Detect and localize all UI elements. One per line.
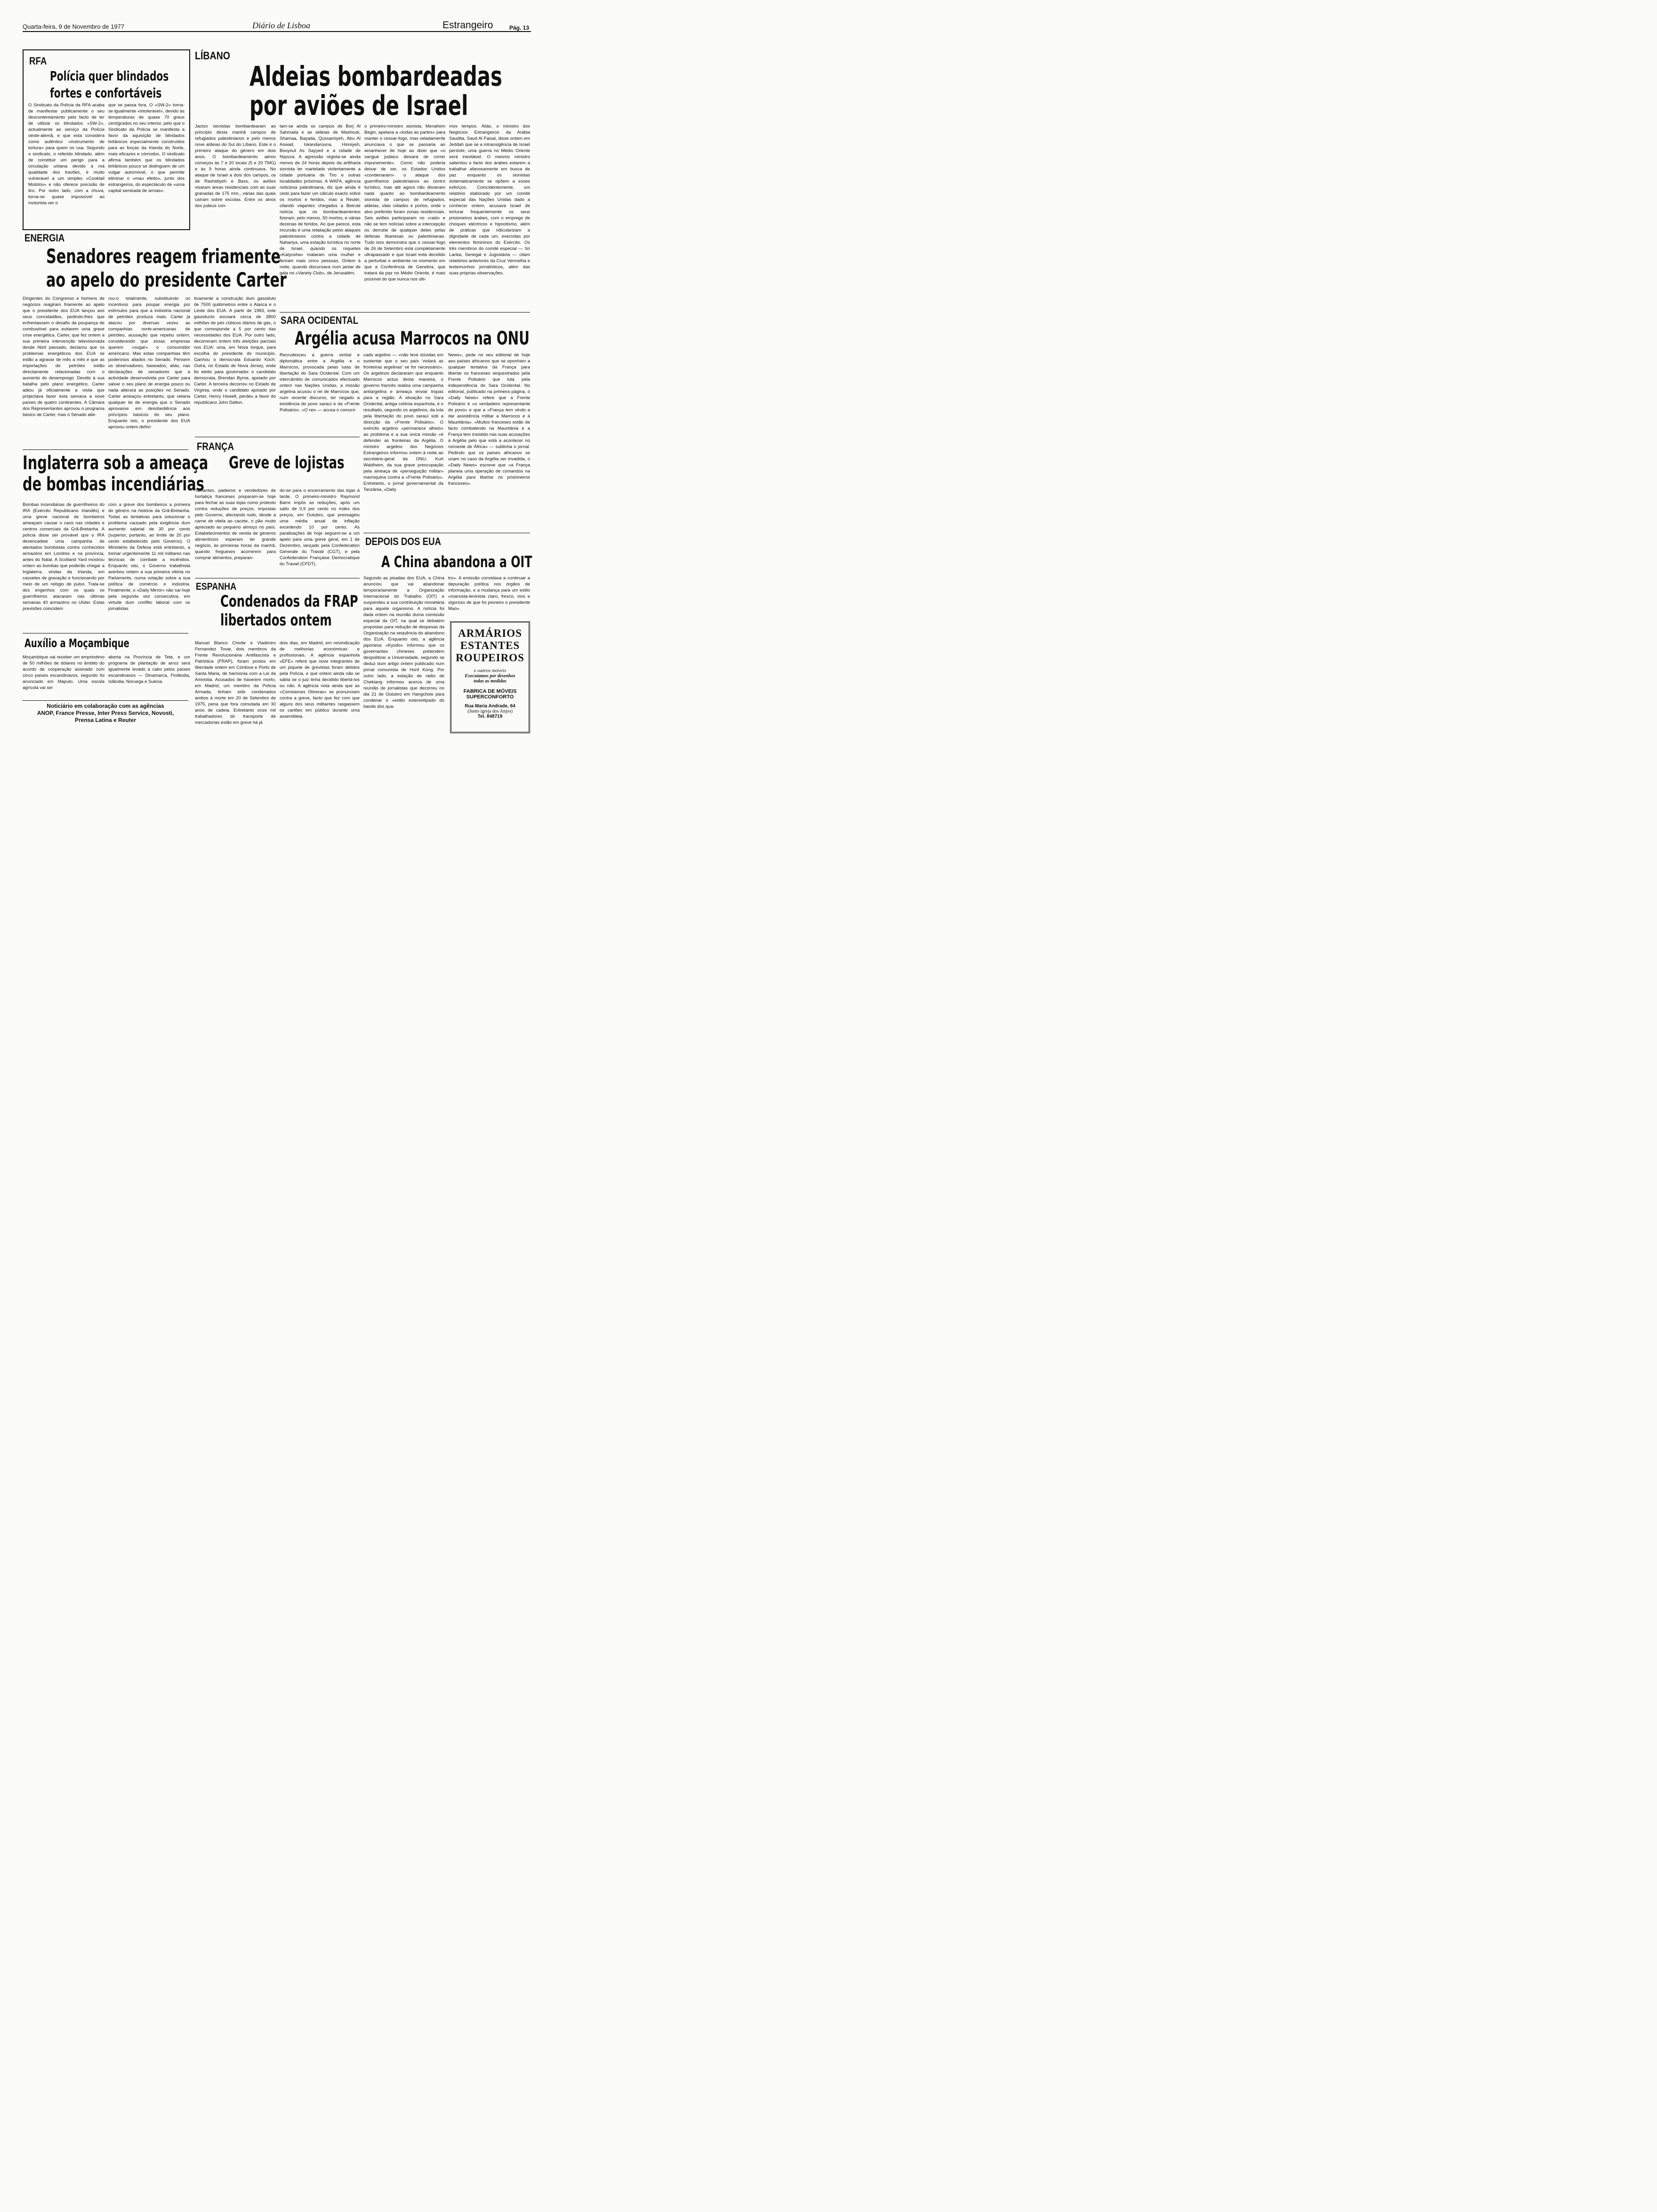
china-column-1: Segundo as pisadas dos EUA, a China anunciou que vai abandonar temporariamente a Organização Internacional do Trabalho (OIT) e suspendeu a sua contribuição monetária para aquele organismo. A notícia foi dada ontem na reunião duma comissão especial da OIT, na qual se debatem propostas para redução de despesas da Organização na sequência do abandono dos EUA. Enquanto isto, a agência japonesa «Kyodo» informou que os governantes chineses pretendem despolitizar a Universidade, segundo se deduz dum artigo ontem publicado num jornal comunista de Honf Kong. Por outro lado, a estação de rádio de Chekiang informou acerca de uma reunião de jornalistas que decorreu no dia 21 de Outubro em Hangchow para condenar o «estilo estereotipado do bando dos qua- (363, 576, 444, 709)
china-kicker: DEPOIS DOS EUA (365, 536, 442, 547)
ad-line-roupeiros: ROUPEIROS (456, 652, 524, 664)
ad-line-address: Rua Maria Andrade, 64 (465, 704, 515, 709)
libano-kicker: LÍBANO (195, 49, 230, 62)
newspaper-name: Diário de Lisboa (252, 21, 311, 30)
espanha-column-1: Manuel Blanco Chivite e Vladimiro Fernandez Tovar, dois membros da Frente Revolucionária Antifascista e Patriótica (FRAP), foram postos em liberdade ontem em Córdova e Porto de Santa Maria, de harmonia com a Lei da Amnistia. Acusados de haverem morto, em Madrid, um membro da Polícia Armada, tinham sido condenados ambos à morte em 20 de Setembro de 1975, pena que fora comutada em 30 anos de cadeia. Entretanto onze mil trabalhadores do transporte de mercadorias estão em greve há já (195, 641, 276, 725)
ad-line-medidas: todas as medidas (474, 679, 507, 684)
inglaterra-headline-line-2: de bombas incendiárias (23, 473, 204, 495)
agencies-line-2: ANOP, France Presse, Inter Press Service, Novosti, (37, 710, 174, 716)
masthead-rule (23, 31, 531, 32)
ad-line-outros-moveis: e outros móveis (474, 668, 507, 673)
energia-kicker: ENERGIA (24, 232, 65, 244)
franca-kicker: FRANÇA (197, 441, 234, 452)
libano-column-1: Jactos sionistas bombardearam ao princípio desta manhã campos de refugiados palestinianos e pelo menos nove aldeias do Sul do Líbano. Este é o primeiro ataque do género em dois anos. O bombardeamento aéreo começou às 7 e 20 locais (5 e 20 TMG) e às 9 horas ainda continuava. No ataque de Israel a dois dos campos, os de Rashidiyeh e Bass, os aviões visaram áreas residenciais com as suas granadas de 175 mm., várias das quais caíram sobre escolas. Entre os alvos dos judeus con- (195, 124, 276, 208)
ad-line-phone: Tel. 848719 (477, 714, 503, 719)
energia-headline-line-1: Senadores reagem friamente (46, 245, 281, 268)
franca-column-1: Talhantes, padeiros e vendedores de hortaliça franceses preparam-se hoje para fechar as suas lojas como protesto contra reduções de preços, impostas pelo Governo, afectando tudo, desde a carne de vitela ao cacete, o pão muito apreciado ao pequeno almoço no país. Estabelecimentos de venda de géneros alimentícios esperam ter grande negócio, às primeiras horas da manhã, quando fregueses acorrerem para comprar alimentos, preparan- (195, 488, 276, 561)
sara-kicker: SARA OCIDENTAL (281, 314, 359, 326)
inglaterra-top-rule (23, 449, 188, 450)
energia-headline-line-2: ao apelo do presidente Carter (46, 268, 287, 291)
franca-column-2: do-se para o encerramento das lojas à tarde. O primeiro-ministro Raymond Barre impôs as reduções, após um salto de 0,9 por cento no índex dos preços, em Outubro, que pressagiou uma média anual de inflação excedendo 10 por cento. As paralisações de hoje seguem-se a um apelo para uma greve geral, em 1 de Dezembro, lançado pela Confederation Generale du Travail (CGT), e pela Confederation Française Democratique du Travail (CFDT). (280, 488, 360, 567)
china-column-2: tro». A emissão convidava a continuar a depuração política nos órgãos de informação, e a mudança para um estilo «marxista-leninista claro, fresco, vivo e vigoroso de que foi pioneiro o presidente Mao». (448, 576, 530, 611)
libano-headline-line-1: Aldeias bombardeadas (249, 60, 502, 92)
rfa-column-2: que se passa fora. O «SW-2» torna-se igualmente «intolerável», devido às temperaturas de quase 70 graus centígrados no seu interior, pelo que o Sindicato da Polícia se manifesta a favor da aquisição de blindados britânicos especialmente construídos para as forças da Irlanda do Norte, mais eficazes e cómodos. O sindicato afirma também que os blindados britânicos pouco se distinguem de um vulgar automóvel, o que permite eliminar o «mau efeito», junto dos estrangeiros, do espectáculo de «uma capital semeada de armas». (108, 103, 185, 193)
issue-date: Quarta-feira, 9 de Novembro de 1977 (23, 23, 125, 30)
ad-line-desenhos: Executamos por desenhos (465, 673, 515, 679)
ad-line-superconforto: SUPERCONFORTO (466, 694, 514, 700)
mocambique-column-1: Moçambique vai receber um empréstimo de 50 milhões de dólares no âmbito do acordo de cooperação assinado com cinco países escandinavos, segundo foi anunciado em Maputo. Uma escola agrícola vai ser (23, 655, 105, 690)
rfa-headline-line-1: Polícia quer blindados (50, 68, 169, 84)
inglaterra-column-2: com a greve dos bombeiros a primeira do género na história da Grã-Bretanha. Todas as tentativas para solucionar o problema causado pela exigência dum aumento salarial de 30 por cento (superior, portanto, ao limite de 20 por cento estabelecido pelo Governo). O Ministério da Defesa está entretanto, a treinar urgentemente 11 mil militares nas técnicas de combate a incêndios. Enquanto isto, o Governo trabalhista averbou ontem a sua primeira vitória no Parlamento, numa votação sobre a sua política de comércio e indústria. Finalmente, o «Daily Mirror» não sai hoje pela segunda vez consecutiva, em virtude dum conflito laboral com os jornalistas (108, 502, 190, 611)
ad-line-armarios: ARMÁRIOS (458, 627, 522, 639)
energia-column-2: rou-o totalmente, substituindo os incentivos para poupar energia por estímulos para que a indústria nacional de petróleo produza mais. Carter já atacou por diversas vezes as companhias norte-americanas de petróleo, acusação que repetiu ontem, considerando que essas empresas querem «sugar» o consumidor americano. Mas estas companhias têm poderosos aliados no Senado. Pensem os observadores, baseados, aliás, nas declarações de senadores que a actividade desenvolvida por Carter para salvar o seu plano de energia pouco ou nada alterará as posições no Senado. Carter ameaçou entretanto, que vetaria qualquer lei de energia que o Senado aprovasse em desobediência aos princípios básicos do seu plano. Enquanto isto, o presidente dos EUA aprovou ontem definí- (108, 296, 190, 430)
agencies-line-3: Prensa Latina e Reuter (74, 717, 137, 723)
mocambique-column-2: aberta na Província de Tete, e um programa de plantação de arroz será igualmente levado a cabo pelos países escandinavos — Dinamarca, Finlândia, Islândia, Noruega e Suécia. (108, 655, 190, 684)
china-headline: A China abandona a OIT (381, 553, 532, 571)
sara-column-1: Recrudesceu a guerra verbal e diplomática entre a Argélia e o Marrocos, provocada pelas lutas de libertação do Sara Ocidental. Com um intercâmbio de comunicados efectuado ontem nas Nações Unidas, a missão argelina acusou o rei de Marrocos que, num recente discurso, ter negado a existência do povo sarauí e da «Frente Polisário». «O rei» — acusa o comuni- (280, 353, 360, 413)
inglaterra-column-1: Bombas incendiárias de guerrilheiros do IRA (Exército Republicano Irlandês) e uma greve nacional de bombeiros ameaçam causar o caos nas cidades e centros comerciais da Grã-Bretanha. A polícia disse ser provável que o IRA desencadeie uma campanha de atentados bombistas contra conhecidos armazéns em Londres e na província, antes do Natal. A Scotland Yard mostrou ontem as bombas que poderão chegar a Inglaterra, vindas da Irlanda, em cassetes de gravação e funcionando por meio de um relógio de pulso. Trata-se dos engenhos com os quais os guerrilheiros atacaram nas últimas semanas 40 armazéns no Ulster. Estas previsões coincidem (23, 502, 105, 611)
rfa-article-box (23, 49, 190, 230)
espanha-headline-line-1: Condenados da FRAP (220, 592, 358, 611)
page-number: Pág. 13 (509, 24, 530, 31)
sara-headline: Argélia acusa Marrocos na ONU (295, 328, 530, 349)
espanha-column-2: dois dias, em Madrid, em reivindicação de melhorias económicas e profissionais. A agência espanhola «EFE» refere que nove integrantes de um piquete de grevistas foram detidos pela Polícia, e que ontem ainda não se sabia se o juiz tinha decidido libertá-los ou não. A agência nota ainda que as «Comisiones Obreras» se pronunciam contra a greve, facto que fez com que alguns dos seus militantes rasgassem os cartões em público durante uma assembleia. (280, 641, 360, 719)
inglaterra-headline-line-1: Inglaterra sob a ameaça (23, 452, 209, 474)
furniture-advertisement (450, 621, 530, 733)
sara-top-rule (280, 312, 530, 313)
libano-column-3: o primeiro-ministro sionista, Menahem Begin, apelava a «todas as partes» para manter o cessar-fogo, mas veladamente anunciava o que se passaria ao amanhecer de hoje ao dizer que «o sangue judaico deixará de correr impunemente». Como não poderia deixar de ser, os Estados Unidos «condenaram» o ataque dos guerrilheiros palestinianos ao centro turístico, mas até agora não disseram nada quanto ao bombardeamento sionista de campos de refugiados, aldeias, vilas cidades e portos, onde o alvo preferido foram zonas residenciais. Seis aviões participaram no «raid» e não se tem notícias sobre a intercepção ou derrube de qualquer deles pelas defesas libanesas ou palestinianas. Tudo isso demonstra que o cessar-fogo de 26 de Setembro está completamente ultrapassado e que Israel está decidido a perturbar o ambiente no momento em que a Conferência de Genebra, que tratará da paz no Médio Oriente, é mais possível do que nunca nos últi- (364, 124, 445, 282)
agencies-line-1: Noticiário em colaboração com as agências (47, 703, 164, 709)
ad-line-fabrica: FABRICA DE MÓVEIS (463, 689, 517, 694)
sara-column-3: News», pede no seu editorial de hoje aos países africanos que se oponham a qualquer tentativa da França para libertar os franceses sequestrados pela Frente Polisário que luta pela independência do Sara Ocidental. No editorial, publicado na primeira página, o «Daily News» refere que a Frente Polisário é «o verdadeiro representante do povo» e que a «França tem vindo a dar assistência militar a Marrocos e à Mauritânia». «Muitos franceses estão de facto combatendo na Mauritânia e a França tem insistido nas suas acusações à Argélia pelo que está a acontecer no noroeste de África» — sublinha o jornal. Pedindo que os países africanos se unam no caso da Argélia ser invadida, o «Daily News» escreve que «a França planeia uma operação de comandos na Argélia para libertar os prisioneiros franceses». (448, 353, 530, 486)
mocambique-headline: Auxílio a Moçambique (24, 636, 129, 650)
energia-column-3: tivamente a construção dum gasoduto de 7500 quilómetros entre o Alasca e o Leste dos EUA. A partir de 1983, este gasoducto escoará cerca de 3800 milhões de pés cúbicos diários de gás, o que corresponde a 5 por cento das necessidades dos EUA. Por outro lado, decorreram ontem três eleições parciais nos EUA: uma, em Nova Iorque, para escolha do presidente do município. Ganhou o democrata Eduardo Koch. Outra, no Estado de Nova Jersey, onde foi eleito para governador o candidato democrata, Brendan Byrne, apoiado por Carter. A terceira decorreu no Estado de Virgínia, onde o candidato apoiado por Carter, Henry Howell, perdeu a favor do republicano John Dalton. (194, 296, 276, 405)
energia-column-1: Dirigentes do Congresso e homens de negócios reagiram friamente ao apelo que o presidente dos EUA lançou aos seus concidadãos, pedindo-lhes que enfrentassem o desafio da poupança de combustível para evitarem uma grave crise energética. Carter, que fez ontem a sua primeira intervenção televisionada desde Abril passado, declarou que os problemas energéticos dos EUA se estão a agravar de mês a mês e que as importações de petróleo estão directamente relacionadas com o aumento do desemprego. Devido à sua batalha pelo plano energético, Carter adiou já oficialmente a visita que projectava fazer esta semana a nove países de quatro continentes. A Câmara dos Representantes aprovou o programa básico de Carter, mas o Senado alte- (23, 296, 105, 417)
rfa-kicker: RFA (29, 55, 47, 67)
espanha-kicker: ESPANHA (196, 581, 236, 592)
agencies-top-rule (23, 700, 188, 701)
libano-column-4: mos tempos. Aliás, o ministro dos Negócios Estrangeiros da Arábia Saudita, Saud Al Faisal, disse ontem em Jeddah que se a intransigência de Israel persistir, uma guerra no Médio Oriente será inevitável. O mesmo ministro salientou o facto dos árabes estarem a trabalhar afanosamente em busca de paz enquanto os sionistas sistematicamente se opõem a esses esforços. Coincidentemente, um relatório elaborado por um comité especial das Nações Unidas dado a conhecer ontem, acusava Israel de torturar frequentemente os seus prisioneiros árabes, com o emprego de choques eléctricos e hipnotismo, além de práticas que ridicularizam a dignidade de cada um, exercidas por elementos femininos do Exército. Os três membros do comité especial — Sri Lanka, Senegal e Jugoslávia — citam relatórios anteriores da Cruz Vermelha e testemunhos jornalísticos, além das suas próprias observações. (449, 124, 530, 276)
ad-line-landmark: (Junto igreja dos Anjos) (467, 709, 513, 714)
libano-column-2: tam-se ainda os campos de Borj Al Sahmalia e as aldeias de Mashouk, Shamaa, Bayada, Qussamiyeh, Abu Al Aswad, Iskandarouna, Hinniyeh, Bouyout As Sayyed e a cidade de Nqoura. A agressão regista-se ainda menos de 24 horas depois da artilharia sionista ter martelado violentamente a cidade portuária de Tiro e outras localidades próximas. A WAFA, agência noticiosa palestiniana, diz que ainda é cedo para fazer um cálculo exacto sobre os mortos e feridos, mas a Reuter, citando viajantes chegados a Beirute notícia que os bombardeamentos fizeram, pelo menos, 50 mortos, e várias dezenas de feridos. Ao que parece, esta incursão é uma retaliação pelos ataques palestinianos contra a cidade de Nahariya, uma estação turística no norte de Israel, quando os roquetes «Katyusha» mataram uma mulher e feriram mais cinco pessoas. Ontem à noite, quando discursava num jantar de gala no «Variety Club», de Jerusalém, (280, 124, 361, 276)
agencies-note (23, 703, 188, 724)
franca-headline: Greve de lojistas (229, 453, 345, 473)
rfa-column-1: O Sindicato da Polícia da RFA acaba de manifestar publicamente o seu descontentamento pelo facto de ter de utilizar os blindados «SW-2», actualmente ao serviço da Polícia oeste-alemã, e que esta considera como autêntico «instrumento de tortura» para quem os usa. Segundo o sindicato, o referido blindado, além de constituir um perigo para a circulação urbana devido à má qualidade dos travões, é muito vulnerável a um simples «Cooktail Molotov» e não oferece precisão de tiro. Por outro lado, com a chuva, torna-se quase impossível ao motorista ver o (28, 103, 105, 206)
section-name: Estrangeiro (442, 20, 493, 31)
espanha-headline-line-2: libertados ontem (220, 611, 332, 630)
sara-column-2: cado argelino — «não teve dúvidas em sustentar que o seu país 'violará as fronteiras argelinas' se for necessário». Os argelinos declararam que enquanto Marrocos actua desta maneira, o governo francês realiza uma campanha antiargelina e ameaça enviar tropas para a região. A situação no Sara Ocidental, antiga colónia espanhola, é o resultado, segundo os argelinos, da luta pela libertação do povo sarauí sob a direcção da «Frente Polisário». O exército argelino «permanece alheio» ao problema e a sua única missão «é defender as fronteiras da Argélia. O ministro argelino dos Negócios Estrangeiros informou ontem à noite ao secretário-geral da ONU, Kurt Waldheim, da sua grave preocupação pela ameaça de «perseguição militar» marroquina contra a «Frente Polisário». Entretanto, o jornal governamental da Tanzânia, «Daily (363, 353, 443, 492)
rfa-headline-line-2: fortes e confortáveis (50, 85, 162, 101)
libano-headline-line-2: por aviões de Israel (249, 89, 468, 121)
ad-line-estantes: ESTANTES (460, 640, 520, 651)
